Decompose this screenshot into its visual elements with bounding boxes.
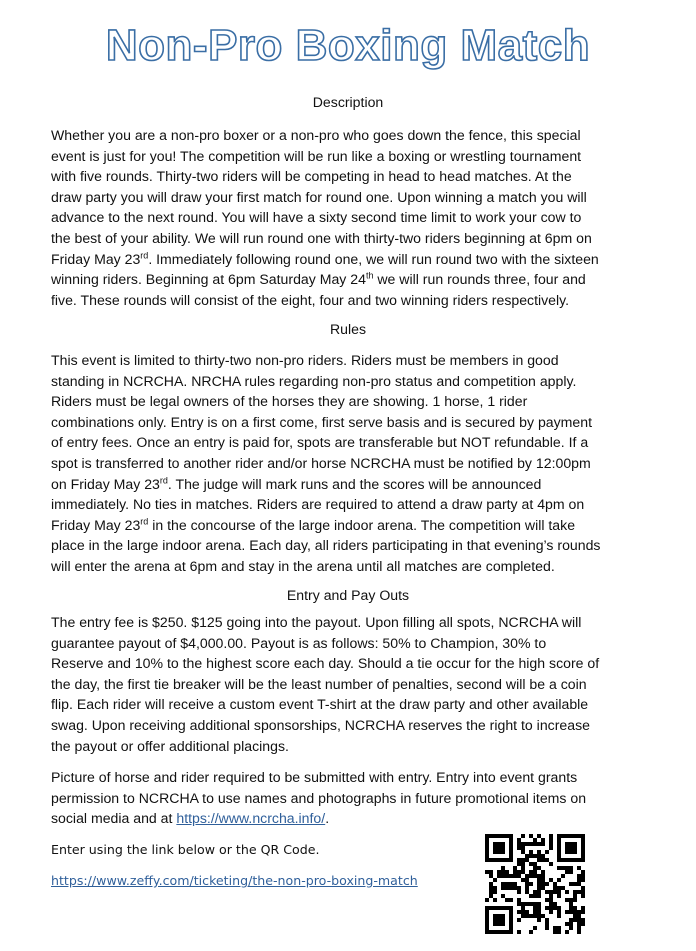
entry-line: The entry fee is $250. $125 going into the payout. Upon filling all spots, NCRCHA will [51,614,582,630]
entry-body [51,612,651,756]
rules-line: spot is transferred to another rider and/or horse NCRCHA must be notified by 12:00pm [51,454,591,471]
picture-line: Picture of horse and rider required to be submitted with entry. Entry into event grants [51,769,578,785]
rules-line: place in the large indoor arena. Each day, all riders participating in that evening’s rounds [51,537,601,554]
rules-line: This event is limited to thirty-two non-pro riders. Riders must be members in good [51,352,559,368]
line-text: we will run rounds three, four and [373,271,586,288]
picture-body [51,767,651,829]
entry-link-wrapper [51,873,418,888]
description-line: Whether you are a non-pro boxer or a non-pro who goes down the fence, this special [51,127,581,143]
rules-line: combinations only. Entry is on a first come, first serve basis and is secured by payment [51,413,593,430]
description-line: the best of your ability. We will run round one with thirty-two riders beginning at 6pm on [51,229,592,246]
entry-line: guarantee payout of $4,000.00. Payout is as follows: 50% to Champion, 30% to [51,634,547,651]
entry-line: swag. Upon receiving additional sponsorships, NCRCHA reserves the right to increase [51,716,590,733]
picture-line [51,808,651,829]
rules-heading: Rules [329,321,367,337]
line-text: winning riders. Beginning at 6pm Saturday May 24 [51,271,366,288]
entry-link[interactable]: https://www.zeffy.com/ticketing/the-non-pro-boxing-match [51,873,418,888]
picture-line: permission to NCRCHA to use names and photographs in future promotional items on [51,789,587,806]
page-title: Non-Pro Boxing Match [105,21,591,70]
line-text: in the concourse of the large indoor arena. The competition will take [148,516,576,533]
entry-heading: Entry and Pay Outs [286,587,410,603]
rules-line: immediately. No ties in matches. Riders are required to attend a draw party at 4pm on [51,496,585,513]
line-text: . Immediately following round one, we will run round two with the sixteen [148,250,599,267]
description-line: with five rounds. Thirty-two riders will be competing in head to head matches. At the [51,168,572,185]
enter-instructions: Enter using the link below or the QR Code. [51,842,320,857]
line-text: . The judge will mark runs and the scores will be announced [167,475,542,492]
ordinal-suffix: th [365,270,374,281]
description-line: advance to the next round. You will have a sixty second time limit to work your cow to [51,209,582,226]
line-text: Friday May 23 [51,250,141,267]
entry-line: Reserve and 10% to the highest score each day. Should a tie occur for the high score of [51,655,600,672]
rules-line: will enter the arena at 6pm and stay in the arena until all matches are completed. [51,557,555,574]
line-text: . [325,810,330,827]
entry-line: flip. Each rider will receive a custom event T-shirt at the draw party and other available [51,696,589,713]
description-line [51,249,651,270]
description-line: five. These rounds will consist of the eight, four and two winning riders respectively. [51,291,570,308]
entry-line: the payout or offer additional placings. [51,737,289,754]
description-line [51,269,651,290]
rules-line: of entry fees. Once an entry is paid for, spots are transferable but NOT refundable. If a [51,434,589,451]
rules-line [51,474,651,495]
rules-line: Riders must be legal owners of the horses they are showing. 1 horse, 1 rider [51,393,528,410]
ordinal-suffix: rd [159,474,168,485]
line-text: Friday May 23 [51,516,141,533]
ncrcha-website-link[interactable]: https://www.ncrcha.info/ [176,810,326,827]
description-line: event is just for you! The competition will be run like a boxing or wrestling tournament [51,147,582,164]
entry-line: the day, the first tie breaker will be the least number of penalties, second will be a coin [51,675,587,692]
rules-line: standing in NCRCHA. NRCHA rules regarding non-pro status and competition apply. [51,372,577,389]
ordinal-suffix: rd [140,249,149,260]
line-text: social media and at [51,810,177,827]
ordinal-suffix: rd [140,516,149,527]
description-heading: Description [312,94,384,110]
description-line: draw party you will draw your first match for round one. Upon winning a match you will [51,188,587,205]
rules-body [51,350,651,577]
rules-line [51,515,651,536]
qr-code-icon[interactable] [485,834,585,934]
description-body [51,125,651,310]
line-text: on Friday May 23 [51,475,160,492]
